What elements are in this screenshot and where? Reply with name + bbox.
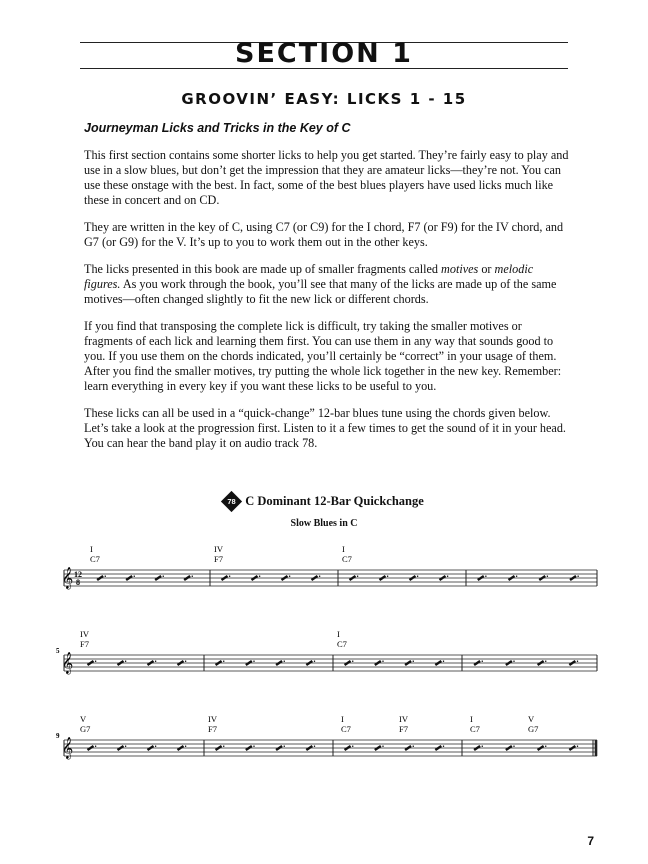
chord-roman-numeral: IV (208, 714, 217, 724)
slash-beat (282, 576, 288, 580)
chord-roman-numeral: V (80, 714, 87, 724)
audio-track-number: 78 (227, 496, 236, 506)
chord-name: C7 (341, 724, 351, 734)
slash-beat (539, 576, 545, 580)
slash-beat (276, 661, 282, 665)
paragraph-3-or: or (478, 262, 495, 276)
slash-beat (216, 661, 222, 665)
slash-beat (474, 746, 480, 750)
chord-name: F7 (208, 724, 217, 734)
chord-roman-numeral: I (341, 714, 344, 724)
paragraph-3-end: As you work through the book, you’ll see that many of the licks are made up of the same motives—often changed slightly to fit the new lick or different chords. (84, 277, 557, 306)
treble-clef-icon: 𝄞 (62, 568, 74, 589)
treble-clef-icon: 𝄞 (62, 738, 74, 759)
slash-beat (276, 746, 282, 750)
slash-beat (435, 661, 441, 665)
dotted-beat-dot: . (162, 569, 165, 579)
chapter-title: GROOVIN’ EASY: LICKS 1 - 15 (181, 90, 467, 108)
chord-name: F7 (80, 639, 89, 649)
dotted-beat-dot: . (318, 569, 321, 579)
dotted-beat-dot: . (283, 654, 286, 664)
slash-beat (222, 576, 228, 580)
dotted-beat-dot: . (252, 739, 256, 749)
chord-name: C7 (470, 724, 480, 734)
slash-beat (506, 746, 512, 750)
dotted-beat-dot: . (386, 569, 389, 579)
audio-track-icon (221, 491, 242, 512)
dotted-beat-dot: . (191, 569, 194, 579)
paragraph-4: If you find that transposing the complete lick is difficult, try taking the smaller motives or fragments of each lick and learning them first. You can use them in any way that sounds good to you. If you use them on the chords indicated, you’ll certainly be “correct” in your usage of them. After you find the smaller motives, try putting the whole lick together in the new key. Remember: learn everything in every key if you want these licks to be useful to you. (84, 319, 562, 393)
chord-name: F7 (399, 724, 408, 734)
example-title-text: C Dominant 12-Bar Quickchange (245, 494, 424, 508)
slash-beat (148, 661, 154, 665)
chord-roman-numeral: I (342, 544, 345, 554)
subtitle: Journeyman Licks and Tricks in the Key of C (84, 121, 351, 135)
chord-roman-numeral: V (528, 714, 535, 724)
chord-name: C7 (337, 639, 347, 649)
slash-beat (350, 576, 356, 580)
dotted-beat-dot: . (351, 739, 354, 749)
dotted-beat-dot: . (544, 739, 547, 749)
chord-roman-numeral: I (90, 544, 93, 554)
section-title: SECTION 1 (235, 38, 413, 69)
dotted-beat-dot: . (412, 654, 415, 664)
slash-beat (252, 576, 258, 580)
slash-beat (155, 576, 161, 580)
dotted-beat-dot: . (252, 654, 256, 664)
paragraph-3 (84, 262, 572, 307)
slash-beat (538, 746, 544, 750)
term-motives: motives (441, 262, 479, 276)
paragraph-5: These licks can all be used in a “quick-change” 12-bar blues tune using the chords given below. Let’s take a look at the progression first. Listen to it a few times to get the sound of it in your head. You can hear the band play it on audio track 78. (84, 406, 566, 450)
slash-beat (148, 746, 154, 750)
dotted-beat-dot: . (512, 654, 516, 664)
slash-beat (178, 746, 184, 750)
dotted-beat-dot: . (222, 654, 225, 664)
dotted-beat-dot: . (484, 569, 488, 579)
dotted-beat-dot: . (94, 739, 97, 749)
dotted-beat-dot: . (124, 654, 127, 664)
example-title (0, 494, 648, 510)
paragraph-3-start: The licks presented in this book are made up of smaller fragments called (84, 262, 442, 276)
dotted-beat-dot: . (577, 569, 580, 579)
slash-beat (88, 746, 94, 750)
slash-beat (88, 661, 94, 665)
dotted-beat-dot: . (124, 739, 127, 749)
slash-beat (345, 661, 351, 665)
chord-roman-numeral: I (337, 629, 340, 639)
slash-beat (538, 661, 544, 665)
slash-beat (306, 661, 312, 665)
chord-name: G7 (528, 724, 539, 734)
slash-beat (118, 661, 124, 665)
time-signature-top: 12 (74, 570, 82, 579)
chord-name: C7 (90, 554, 100, 564)
measure-number: 9 (56, 732, 60, 740)
chord-name: C7 (342, 554, 352, 564)
slash-beat (380, 576, 386, 580)
slash-beat (118, 746, 124, 750)
slash-beat (506, 661, 512, 665)
slash-beat (405, 746, 411, 750)
dotted-beat-dot: . (576, 739, 579, 749)
dotted-beat-dot: . (416, 569, 419, 579)
chord-roman-numeral: IV (214, 544, 223, 554)
slash-beat (246, 746, 252, 750)
dotted-beat-dot: . (351, 654, 354, 664)
dotted-beat-dot: . (133, 569, 136, 579)
dotted-beat-dot: . (544, 654, 547, 664)
slash-beat (246, 661, 252, 665)
slash-beat (312, 576, 318, 580)
dotted-beat-dot: . (481, 654, 484, 664)
tempo-marking: Slow Blues in C (290, 518, 358, 529)
slash-beat (478, 576, 484, 580)
slash-beat (97, 576, 103, 580)
dotted-beat-dot: . (104, 569, 107, 579)
slash-beat (474, 661, 480, 665)
dotted-beat-dot: . (442, 739, 445, 749)
chord-name: F7 (214, 554, 223, 564)
slash-beat (405, 661, 411, 665)
dotted-beat-dot: . (222, 739, 225, 749)
slash-beat (569, 661, 575, 665)
body-text (84, 148, 572, 463)
chord-roman-numeral: IV (399, 714, 408, 724)
dotted-beat-dot: . (356, 569, 359, 579)
slash-beat (184, 576, 190, 580)
dotted-beat-dot: . (481, 739, 484, 749)
dotted-beat-dot: . (94, 654, 97, 664)
chord-name: G7 (80, 724, 91, 734)
dotted-beat-dot: . (313, 654, 316, 664)
chord-roman-numeral: I (470, 714, 473, 724)
dotted-beat-dot: . (381, 654, 385, 664)
slash-beat (509, 576, 515, 580)
slash-beat (306, 746, 312, 750)
dotted-beat-dot: . (412, 739, 415, 749)
dotted-beat-dot: . (512, 739, 516, 749)
treble-clef-icon: 𝄞 (62, 653, 74, 674)
slash-beat (375, 661, 381, 665)
slash-beat (440, 576, 446, 580)
measure-number: 5 (56, 647, 60, 655)
slash-beat (570, 576, 576, 580)
term-melodic-figures: melodic figures. (84, 262, 534, 291)
dotted-beat-dot: . (288, 569, 291, 579)
paragraph-2: They are written in the key of C, using C7 (or C9) for the I chord, F7 (or F9) for the IV chord, and G7 (or G9) for the V. It’s up to you to work them out in the other keys. (84, 220, 564, 249)
dotted-beat-dot: . (576, 654, 579, 664)
slash-beat (410, 576, 416, 580)
dotted-beat-dot: . (446, 569, 449, 579)
time-signature-bottom: 8 (76, 578, 80, 587)
slash-beat (126, 576, 132, 580)
dotted-beat-dot: . (515, 569, 518, 579)
paragraph-1: This first section contains some shorter licks to help you get started. They’re fairly easy to play and use in a slow blues, but don’t get the impression that they are amateur licks—they’re not. You can use these onstage with the best. In fact, some of the best blues players have used licks much like these in concert and on CD. (84, 148, 569, 207)
chord-roman-numeral: IV (80, 629, 89, 639)
dotted-beat-dot: . (184, 739, 187, 749)
section-underline (80, 68, 568, 69)
slash-beat (435, 746, 441, 750)
slash-beat (345, 746, 351, 750)
dotted-beat-dot: . (442, 654, 445, 664)
dotted-beat-dot: . (381, 739, 385, 749)
page-number: 7 (587, 834, 594, 848)
dotted-beat-dot: . (228, 569, 231, 579)
dotted-beat-dot: . (258, 569, 261, 579)
dotted-beat-dot: . (154, 654, 157, 664)
slash-beat (569, 746, 575, 750)
slash-beat (375, 746, 381, 750)
dotted-beat-dot: . (283, 739, 286, 749)
dotted-beat-dot: . (546, 569, 549, 579)
dotted-beat-dot: . (313, 739, 316, 749)
dotted-beat-dot: . (154, 739, 157, 749)
dotted-beat-dot: . (184, 654, 187, 664)
slash-beat (216, 746, 222, 750)
slash-beat (178, 661, 184, 665)
